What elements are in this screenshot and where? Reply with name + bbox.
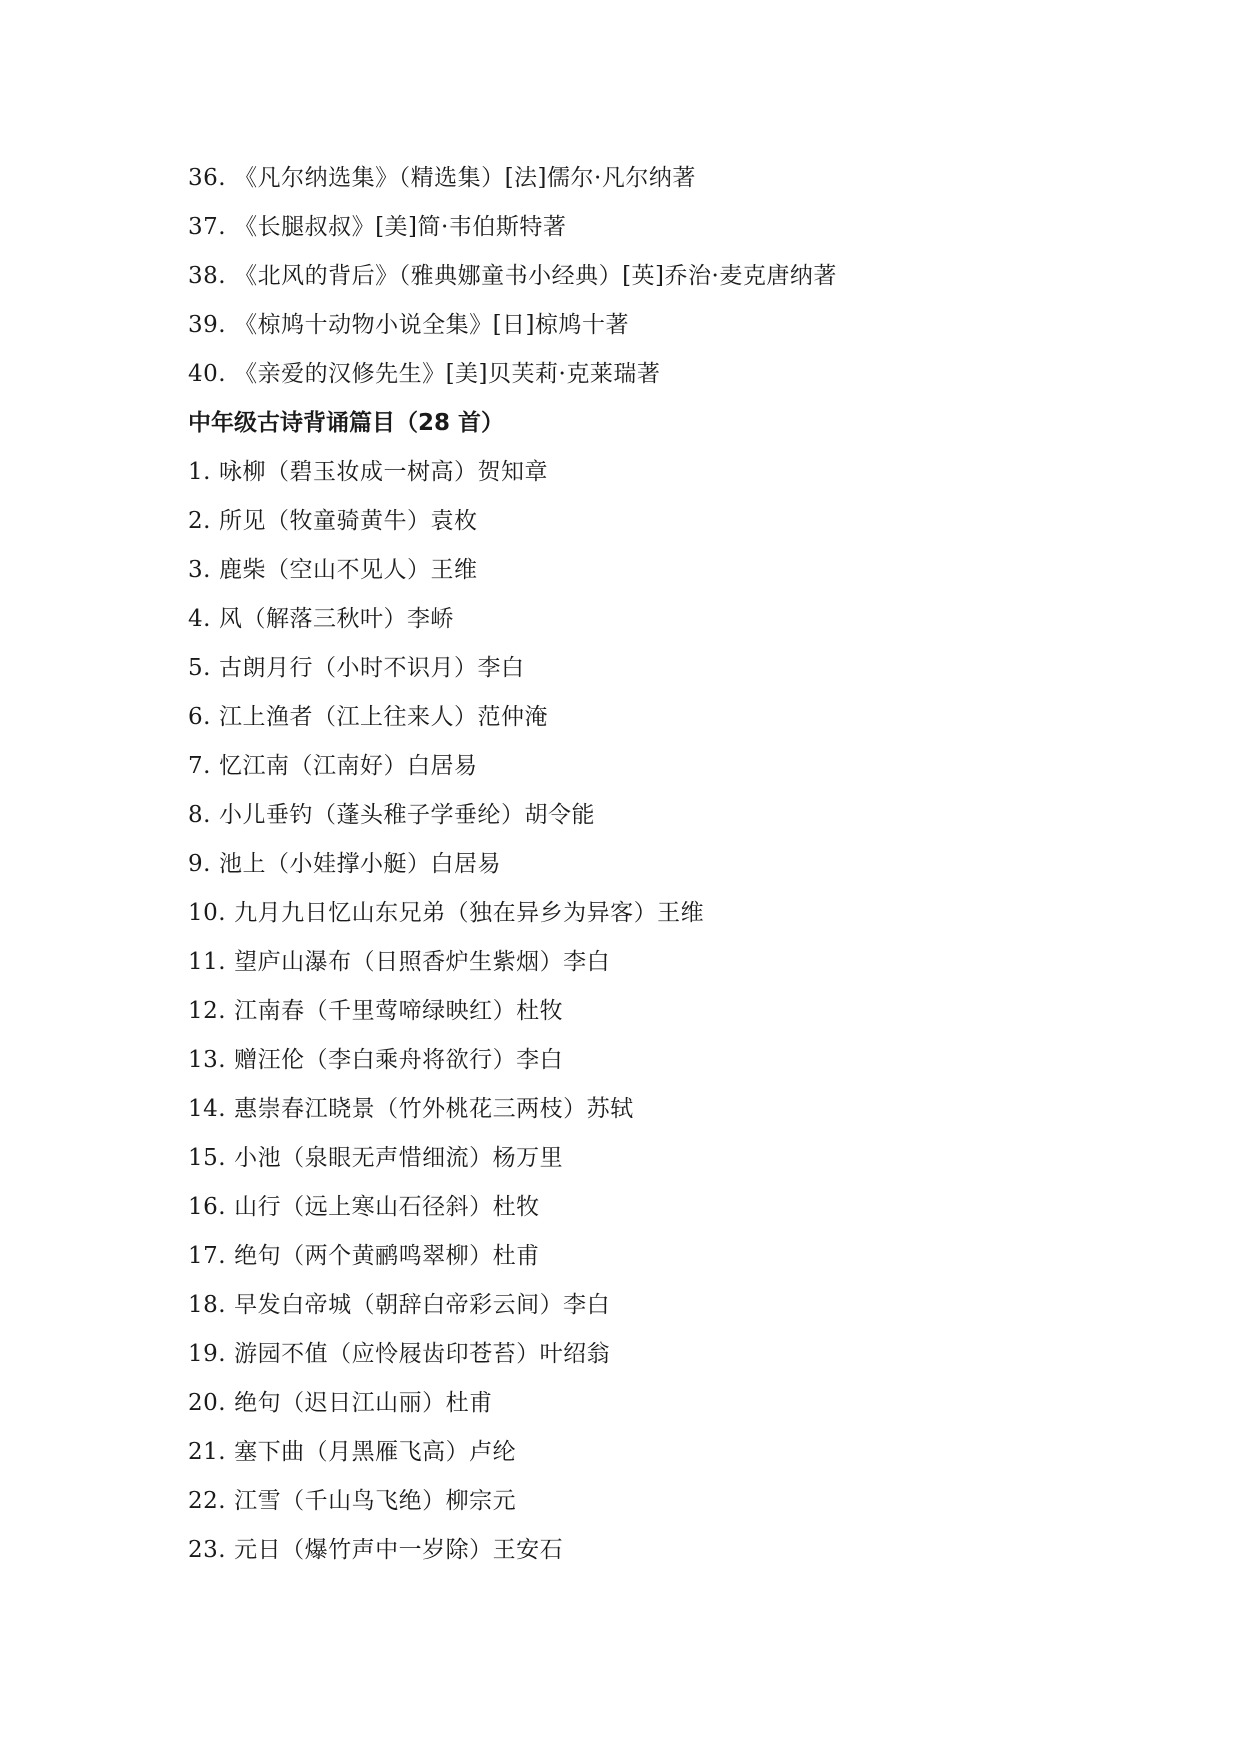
- poem-item: 3. 鹿柴（空山不见人）王维: [188, 557, 478, 583]
- poem-item: 13. 赠汪伦（李白乘舟将欲行）李白: [188, 1047, 564, 1073]
- book-item: 38. 《北风的背后》（雅典娜童书小经典）[英]乔治·麦克唐纳著: [188, 263, 837, 289]
- book-item: 36. 《凡尔纳选集》（精选集）[法]儒尔·凡尔纳著: [188, 165, 696, 191]
- poem-item: 12. 江南春（千里莺啼绿映红）杜牧: [188, 998, 564, 1024]
- book-item: 37. 《长腿叔叔》[美]简·韦伯斯特著: [188, 214, 567, 240]
- poem-item: 23. 元日（爆竹声中一岁除）王安石: [188, 1537, 564, 1563]
- poem-item: 16. 山行（远上寒山石径斜）杜牧: [188, 1194, 540, 1220]
- poem-list: [188, 448, 1168, 1575]
- poem-item: 19. 游园不值（应怜屐齿印苍苔）叶绍翁: [188, 1341, 611, 1367]
- poem-item: 11. 望庐山瀑布（日照香炉生紫烟）李白: [188, 949, 611, 975]
- poem-item: 5. 古朗月行（小时不识月）李白: [188, 655, 525, 681]
- document-page: [188, 154, 1168, 1575]
- poem-item: 18. 早发白帝城（朝辞白帝彩云间）李白: [188, 1292, 611, 1318]
- section-heading: 中年级古诗背诵篇目（28 首）: [188, 410, 505, 436]
- poem-item: 14. 惠崇春江晓景（竹外桃花三两枝）苏轼: [188, 1096, 634, 1122]
- poem-item: 20. 绝句（迟日江山丽）杜甫: [188, 1390, 493, 1416]
- book-item: 40. 《亲爱的汉修先生》[美]贝芙莉·克莱瑞著: [188, 361, 661, 387]
- poem-item: 6. 江上渔者（江上往来人）范仲淹: [188, 704, 548, 730]
- poem-item: 21. 塞下曲（月黑雁飞高）卢纶: [188, 1439, 517, 1465]
- poem-item: 22. 江雪（千山鸟飞绝）柳宗元: [188, 1488, 517, 1514]
- poem-item: 9. 池上（小娃撑小艇）白居易: [188, 851, 501, 877]
- poem-item: 1. 咏柳（碧玉妆成一树高）贺知章: [188, 459, 548, 485]
- poem-item: 4. 风（解落三秋叶）李峤: [188, 606, 454, 632]
- poem-item: 17. 绝句（两个黄鹂鸣翠柳）杜甫: [188, 1243, 540, 1269]
- poem-item: 8. 小儿垂钓（蓬头稚子学垂纶）胡令能: [188, 802, 595, 828]
- poem-item: 7. 忆江南（江南好）白居易: [188, 753, 478, 779]
- poem-item: 2. 所见（牧童骑黄牛）袁枚: [188, 508, 478, 534]
- poem-item: 15. 小池（泉眼无声惜细流）杨万里: [188, 1145, 564, 1171]
- book-list: [188, 154, 1168, 399]
- poem-item: 10. 九月九日忆山东兄弟（独在异乡为异客）王维: [188, 900, 705, 926]
- book-item: 39. 《椋鸠十动物小说全集》[日]椋鸠十著: [188, 312, 630, 338]
